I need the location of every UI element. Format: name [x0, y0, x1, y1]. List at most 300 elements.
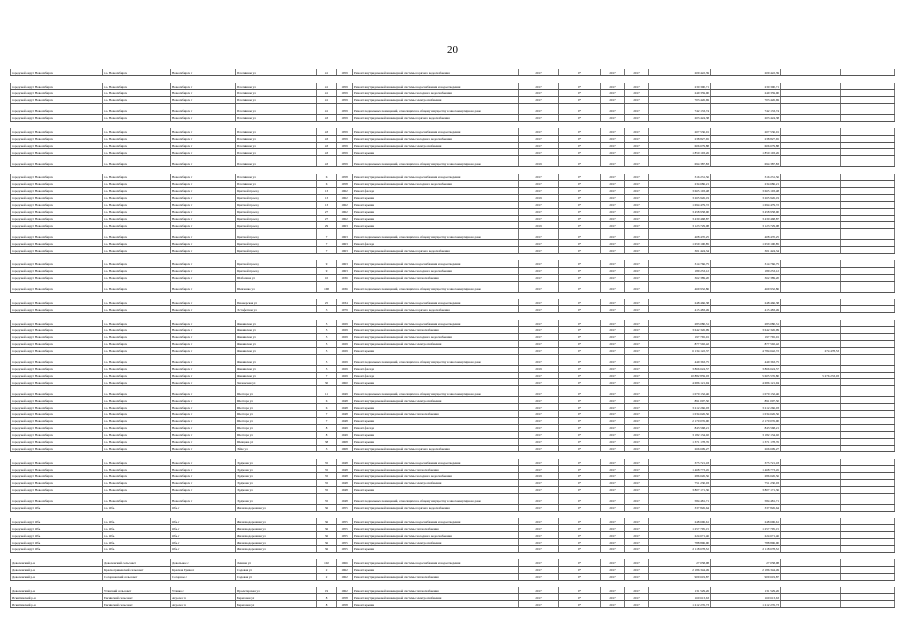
municipal-district-cell: Доволенский р-н: [11, 559, 103, 566]
fund-cost-cell: 2 118 678,32: [711, 546, 781, 553]
municipal-district-cell: городской округ Новосибирск: [11, 320, 103, 327]
table-row: [11, 438, 895, 445]
house-number-cell: 41: [317, 103, 337, 114]
spacer-row: [11, 76, 895, 83]
total-cost-cell: 3 123 729,08: [649, 222, 711, 229]
house-number-cell: 2: [317, 566, 337, 573]
house-number-cell: 25: [317, 299, 337, 306]
total-cost-cell: 286 626,56: [649, 473, 711, 480]
total-cost-cell: 4 686 121,94: [649, 379, 711, 386]
table-row: [11, 566, 895, 573]
start-year-cell: 2017: [601, 532, 625, 539]
street-cell: Плотинная ул: [236, 174, 317, 181]
street-cell: Плотинная ул: [236, 69, 317, 76]
start-year-cell: 2017: [601, 418, 625, 425]
total-cost-cell: 584 481,71: [649, 493, 711, 504]
work-type-cell: Ремонт подвальных помещений, относящихся к общему имуществу в многоквартирном доме: [353, 229, 519, 240]
settlement-cell: г.о. Новосибирск: [103, 281, 171, 292]
mark-cell: 0*: [559, 466, 601, 473]
mark-cell: 0*: [559, 334, 601, 341]
end-year-cell: 2017: [625, 187, 649, 194]
end-year-cell: 2017: [625, 539, 649, 546]
house-number-cell: 7: [317, 247, 337, 254]
fund-cost-cell: 415 483,49: [711, 306, 781, 313]
blank-cell: [841, 573, 895, 580]
locality-cell: Новосибирск г: [171, 97, 236, 104]
spacer-row: [11, 511, 895, 518]
build-year-cell: 1958: [337, 594, 353, 601]
other-cost-cell: [781, 201, 841, 208]
fund-cost-cell: 2 186 344,49: [711, 566, 781, 573]
end-year-cell: 2017: [625, 128, 649, 135]
start-year-cell: 2017: [601, 404, 625, 411]
settlement-cell: Красногривенский сельсовет: [103, 566, 171, 573]
work-type-cell: Ремонт крыши: [353, 208, 519, 215]
build-year-cell: 1929: [337, 372, 353, 379]
other-cost-cell: [781, 97, 841, 104]
table-row: [11, 156, 895, 167]
mark-cell: 0*: [559, 340, 601, 347]
blank-cell: [841, 539, 895, 546]
other-cost-cell: [781, 69, 841, 76]
end-year-cell: 2017: [625, 281, 649, 292]
street-cell: Эрдмана ул: [236, 480, 317, 487]
start-year-cell: 2017: [601, 486, 625, 493]
work-type-cell: Ремонт крыши: [353, 347, 519, 354]
table-row: [11, 260, 895, 267]
table-row: [11, 187, 895, 194]
total-cost-cell: 1 257 795,15: [649, 525, 711, 532]
end-year-cell: 2017: [625, 135, 649, 142]
plan-year-cell: 2017: [519, 142, 559, 149]
other-cost-cell: [781, 365, 841, 372]
settlement-cell: г.о. Новосибирск: [103, 135, 171, 142]
municipal-district-cell: городской округ Новосибирск: [11, 327, 103, 334]
end-year-cell: 2017: [625, 194, 649, 201]
end-year-cell: 2017: [625, 83, 649, 90]
start-year-cell: 2017: [601, 274, 625, 281]
house-number-cell: 35: [317, 493, 337, 504]
street-cell: Плотинная ул: [236, 90, 317, 97]
other-cost-cell: [781, 445, 841, 452]
fund-cost-cell: 286 626,56: [711, 473, 781, 480]
mark-cell: 0*: [559, 594, 601, 601]
work-type-cell: Ремонт внутридомовой инженерной системы горячего водоснабжения: [353, 504, 519, 511]
mark-cell: 0*: [559, 83, 601, 90]
plan-year-cell: 2019: [519, 156, 559, 167]
table-row: [11, 518, 895, 525]
house-number-cell: 41: [317, 83, 337, 90]
settlement-cell: г.о. Новосибирск: [103, 247, 171, 254]
plan-year-cell: 2017: [519, 267, 559, 274]
end-year-cell: 2017: [625, 418, 649, 425]
table-row: [11, 69, 895, 76]
total-cost-cell: 314 766,75: [649, 260, 711, 267]
table-row: [11, 149, 895, 156]
municipal-district-cell: Доволенский р-н: [11, 566, 103, 573]
table-row: [11, 320, 895, 327]
other-cost-cell: [781, 90, 841, 97]
blank-cell: [841, 559, 895, 566]
end-year-cell: 2017: [625, 97, 649, 104]
table-row: [11, 215, 895, 222]
fund-cost-cell: 3 182 134,02: [711, 431, 781, 438]
start-year-cell: 2017: [601, 372, 625, 379]
house-number-cell: 8: [317, 431, 337, 438]
mark-cell: 0*: [559, 181, 601, 188]
locality-cell: Новосибирск г: [171, 334, 236, 341]
total-cost-cell: 3 265 926,19: [649, 194, 711, 201]
total-cost-cell: 751 230,03: [649, 480, 711, 487]
total-cost-cell: 2 186 344,49: [649, 566, 711, 573]
locality-cell: Новосибирск г: [171, 187, 236, 194]
total-cost-cell: 3 182 134,02: [649, 431, 711, 438]
municipal-district-cell: городской округ Обь: [11, 504, 103, 511]
settlement-cell: г.о. Новосибирск: [103, 438, 171, 445]
municipal-district-cell: городской округ Новосибирск: [11, 347, 103, 354]
municipal-district-cell: городской округ Новосибирск: [11, 480, 103, 487]
municipal-district-cell: Доволенский р-н: [11, 573, 103, 580]
mark-cell: 0*: [559, 229, 601, 240]
settlement-cell: г.о. Новосибирск: [103, 215, 171, 222]
table-row: [11, 573, 895, 580]
table-row: [11, 525, 895, 532]
start-year-cell: 2017: [601, 518, 625, 525]
fund-cost-cell: 751 230,03: [711, 480, 781, 487]
end-year-cell: 2017: [625, 320, 649, 327]
municipal-district-cell: городской округ Новосибирск: [11, 365, 103, 372]
total-cost-cell: 27 058,98: [649, 559, 711, 566]
other-cost-cell: [781, 149, 841, 156]
end-year-cell: 2017: [625, 142, 649, 149]
mark-cell: 0*: [559, 174, 601, 181]
municipal-district-cell: городской округ Обь: [11, 532, 103, 539]
locality-cell: Новосибирск г: [171, 208, 236, 215]
end-year-cell: 2017: [625, 354, 649, 365]
work-type-cell: Ремонт внутридомовой инженерной системы электроснабжения: [353, 142, 519, 149]
mark-cell: 0*: [559, 587, 601, 594]
spacer-cell: [11, 76, 895, 83]
fund-cost-cell: 909 619,87: [711, 573, 781, 580]
total-cost-cell: 1 659 100,85: [649, 240, 711, 247]
mark-cell: 0*: [559, 532, 601, 539]
total-cost-cell: 209 422,39: [649, 69, 711, 76]
street-cell: Эстафетная ул: [236, 306, 317, 313]
mark-cell: 0*: [559, 187, 601, 194]
build-year-cell: 1934: [337, 299, 353, 306]
other-cost-cell: [781, 222, 841, 229]
house-number-cell: 19: [317, 587, 337, 594]
house-number-cell: 41: [317, 90, 337, 97]
table-row: [11, 327, 895, 334]
build-year-cell: 1962: [337, 187, 353, 194]
fund-cost-cell: 3 430 468,87: [711, 215, 781, 222]
work-type-cell: Ремонт крыши: [353, 431, 519, 438]
total-cost-cell: 1 070 132,46: [649, 386, 711, 397]
mark-cell: 0*: [559, 518, 601, 525]
blank-cell: [841, 327, 895, 334]
plan-year-cell: 2017: [519, 201, 559, 208]
work-type-cell: Ремонт внутридомовой инженерной системы водоснабжения и водоотведения: [353, 559, 519, 566]
end-year-cell: 2017: [625, 181, 649, 188]
work-type-cell: Ремонт крыши: [353, 201, 519, 208]
work-type-cell: Ремонт внутридомовой инженерной системы теплоснабжения: [353, 466, 519, 473]
street-cell: Береговая ул: [236, 601, 317, 608]
work-type-cell: Ремонт внутридомовой инженерной системы горячего водоснабжения: [353, 69, 519, 76]
settlement-cell: г.о. Новосибирск: [103, 128, 171, 135]
plan-year-cell: 2017: [519, 486, 559, 493]
mark-cell: 0*: [559, 306, 601, 313]
municipal-district-cell: городской округ Новосибирск: [11, 340, 103, 347]
municipal-district-cell: городской округ Новосибирск: [11, 466, 103, 473]
fund-cost-cell: 3 642 326,99: [711, 327, 781, 334]
end-year-cell: 2017: [625, 267, 649, 274]
table-row: [11, 267, 895, 274]
blank-cell: [841, 142, 895, 149]
house-number-cell: 13: [317, 194, 337, 201]
street-cell: Шестера ул: [236, 386, 317, 397]
municipal-district-cell: городской округ Новосибирск: [11, 103, 103, 114]
street-cell: Эрдмана ул: [236, 493, 317, 504]
end-year-cell: 2017: [625, 274, 649, 281]
fund-cost-cell: 3 807 171,36: [711, 486, 781, 493]
fund-cost-cell: 337 826,64: [711, 504, 781, 511]
settlement-cell: г.о. Новосибирск: [103, 149, 171, 156]
other-cost-cell: [781, 431, 841, 438]
fund-cost-cell: 160 613,63: [711, 594, 781, 601]
end-year-cell: 2017: [625, 397, 649, 404]
fund-cost-cell: 248 466,38: [711, 299, 781, 306]
street-cell: Эрдмана ул: [236, 473, 317, 480]
settlement-cell: г.о. Новосибирск: [103, 69, 171, 76]
table-row: [11, 181, 895, 188]
house-number-cell: 36: [317, 546, 337, 553]
work-type-cell: Ремонт внутридомовой инженерной системы холодного водоснабжения: [353, 135, 519, 142]
municipal-district-cell: Искитимский р-н: [11, 594, 103, 601]
house-number-cell: 7: [317, 372, 337, 379]
municipal-district-cell: городской округ Новосибирск: [11, 181, 103, 188]
fund-cost-cell: 4 784 642,72: [711, 347, 781, 354]
spacer-cell: [11, 452, 895, 459]
street-cell: Цветной проезд: [236, 229, 317, 240]
locality-cell: Новосибирск г: [171, 181, 236, 188]
end-year-cell: 2017: [625, 445, 649, 452]
plan-year-cell: 2017: [519, 306, 559, 313]
build-year-cell: 1959: [337, 149, 353, 156]
work-type-cell: Ремонт внутридомовой инженерной системы электроснабжения: [353, 539, 519, 546]
build-year-cell: 1959: [337, 156, 353, 167]
fund-cost-cell: 3 458 958,90: [711, 208, 781, 215]
blank-cell: [841, 90, 895, 97]
fund-cost-cell: 694 387,83: [711, 156, 781, 167]
table-row: [11, 247, 895, 254]
municipal-district-cell: городской округ Обь: [11, 525, 103, 532]
build-year-cell: 1955: [337, 532, 353, 539]
plan-year-cell: 2017: [519, 274, 559, 281]
work-type-cell: Ремонт внутридомовой инженерной системы электроснабжения: [353, 594, 519, 601]
street-cell: Железнодорожная ул: [236, 525, 317, 532]
build-year-cell: 1948: [337, 473, 353, 480]
total-cost-cell: 3 866 624,57: [649, 365, 711, 372]
plan-year-cell: 2017: [519, 518, 559, 525]
total-cost-cell: 197 765,01: [649, 334, 711, 341]
plan-year-cell: 2017: [519, 149, 559, 156]
municipal-district-cell: городской округ Новосибирск: [11, 215, 103, 222]
street-cell: Эрдмана ул: [236, 466, 317, 473]
start-year-cell: 2017: [601, 340, 625, 347]
total-cost-cell: 843 568,21: [649, 424, 711, 431]
fund-cost-cell: 703 426,69: [711, 97, 781, 104]
house-number-cell: 43: [317, 142, 337, 149]
municipal-district-cell: городской округ Новосибирск: [11, 229, 103, 240]
other-cost-cell: [781, 386, 841, 397]
end-year-cell: 2017: [625, 103, 649, 114]
blank-cell: [841, 566, 895, 573]
table-row: [11, 397, 895, 404]
plan-year-cell: 2017: [519, 587, 559, 594]
house-number-cell: 6: [317, 397, 337, 404]
house-number-cell: 41: [317, 69, 337, 76]
start-year-cell: 2017: [601, 194, 625, 201]
build-year-cell: 1936: [337, 281, 353, 292]
blank-cell: [841, 445, 895, 452]
total-cost-cell: 1 212 276,73: [649, 601, 711, 608]
table-row: [11, 208, 895, 215]
work-type-cell: Ремонт внутридомовой инженерной системы холодного водоснабжения: [353, 267, 519, 274]
build-year-cell: 1929: [337, 347, 353, 354]
total-cost-cell: 1 694 479,72: [649, 201, 711, 208]
street-cell: Ямкинская ул: [236, 334, 317, 341]
start-year-cell: 2017: [601, 229, 625, 240]
start-year-cell: 2017: [601, 424, 625, 431]
spacer-cell: [11, 254, 895, 261]
spacer-cell: [11, 553, 895, 560]
spacer-row: [11, 580, 895, 587]
fund-cost-cell: 408 470,25: [711, 229, 781, 240]
mark-cell: 0*: [559, 240, 601, 247]
blank-cell: [841, 240, 895, 247]
municipal-district-cell: Искитимский р-н: [11, 601, 103, 608]
other-cost-cell: [781, 525, 841, 532]
settlement-cell: г.о. Новосибирск: [103, 459, 171, 466]
other-cost-cell: [781, 174, 841, 181]
work-type-cell: Ремонт подвальных помещений, относящихся к общему имуществу в многоквартирном доме: [353, 386, 519, 397]
table-row: [11, 486, 895, 493]
blank-cell: [841, 459, 895, 466]
work-type-cell: Ремонт внутридомовой инженерной системы электроснабжения: [353, 480, 519, 487]
work-type-cell: Ремонт внутридомовой инженерной системы холодного водоснабжения: [353, 90, 519, 97]
mark-cell: 0*: [559, 480, 601, 487]
mark-cell: 0*: [559, 418, 601, 425]
work-type-cell: Ремонт подвальных помещений, относящихся к общему имуществу в многоквартирном доме: [353, 281, 519, 292]
locality-cell: Обь г: [171, 532, 236, 539]
build-year-cell: 1963: [337, 260, 353, 267]
plan-year-cell: 2017: [519, 354, 559, 365]
fund-cost-cell: 3 866 624,57: [711, 365, 781, 372]
house-number-cell: 43: [317, 149, 337, 156]
street-cell: Садовая ул: [236, 566, 317, 573]
build-year-cell: 1948: [337, 418, 353, 425]
street-cell: Цветной проезд: [236, 260, 317, 267]
table-row: [11, 90, 895, 97]
total-cost-cell: 703 426,69: [649, 97, 711, 104]
build-year-cell: 1959: [337, 69, 353, 76]
settlement-cell: г.о. Новосибирск: [103, 306, 171, 313]
house-number-cell: 30: [317, 379, 337, 386]
total-cost-cell: 1 468 773,45: [649, 466, 711, 473]
mark-cell: 0*: [559, 156, 601, 167]
end-year-cell: 2017: [625, 518, 649, 525]
settlement-cell: г.о. Обь: [103, 532, 171, 539]
fund-cost-cell: 266 609,27: [711, 445, 781, 452]
fund-cost-cell: 207 536,01: [711, 128, 781, 135]
mark-cell: 0*: [559, 438, 601, 445]
work-type-cell: Ремонт внутридомовой инженерной системы водоснабжения и водоотведения: [353, 128, 519, 135]
plan-year-cell: 2017: [519, 601, 559, 608]
settlement-cell: г.о. Новосибирск: [103, 229, 171, 240]
table-row: [11, 274, 895, 281]
work-type-cell: Ремонт внутридомовой инженерной системы водоснабжения и водоотведения: [353, 320, 519, 327]
work-type-cell: Ремонт фасада: [353, 365, 519, 372]
mark-cell: 0*: [559, 69, 601, 76]
fund-cost-cell: 314 766,75: [711, 260, 781, 267]
build-year-cell: 1948: [337, 493, 353, 504]
total-cost-cell: 2 170 076,90: [649, 418, 711, 425]
end-year-cell: 2017: [625, 594, 649, 601]
settlement-cell: Евсинский сельсовет: [103, 601, 171, 608]
mark-cell: 0*: [559, 473, 601, 480]
street-cell: Шестера ул: [236, 411, 317, 418]
end-year-cell: 2017: [625, 156, 649, 167]
table-row: [11, 299, 895, 306]
end-year-cell: 2017: [625, 215, 649, 222]
work-type-cell: Ремонт внутридомовой инженерной системы горячего водоснабжения: [353, 306, 519, 313]
locality-cell: Новосибирск г: [171, 114, 236, 121]
street-cell: Ямкинская ул: [236, 327, 317, 334]
blank-cell: [841, 181, 895, 188]
fund-cost-cell: 3 123 729,08: [711, 222, 781, 229]
street-cell: Цветной проезд: [236, 240, 317, 247]
total-cost-cell: 1 371 178,76: [649, 438, 711, 445]
street-cell: Пионерская ул: [236, 299, 317, 306]
start-year-cell: 2017: [601, 566, 625, 573]
other-cost-cell: [781, 559, 841, 566]
mark-cell: 0*: [559, 431, 601, 438]
other-cost-cell: [781, 480, 841, 487]
settlement-cell: г.о. Новосибирск: [103, 267, 171, 274]
table-row: [11, 466, 895, 473]
blank-cell: [841, 518, 895, 525]
other-cost-cell: [781, 142, 841, 149]
work-type-cell: Ремонт внутридомовой инженерной системы водоснабжения и водоотведения: [353, 174, 519, 181]
other-cost-cell: [781, 240, 841, 247]
other-cost-cell: [781, 466, 841, 473]
end-year-cell: 2017: [625, 466, 649, 473]
fund-cost-cell: 2 170 076,90: [711, 418, 781, 425]
mark-cell: 0*: [559, 411, 601, 418]
plan-year-cell: 2017: [519, 187, 559, 194]
total-cost-cell: 230 390,71: [649, 83, 711, 90]
blank-cell: [841, 587, 895, 594]
settlement-cell: г.о. Новосибирск: [103, 181, 171, 188]
street-cell: Шестера ул: [236, 424, 317, 431]
build-year-cell: 1959: [337, 114, 353, 121]
mark-cell: 0*: [559, 128, 601, 135]
start-year-cell: 2017: [601, 201, 625, 208]
end-year-cell: 2017: [625, 334, 649, 341]
fund-cost-cell: 224 671,46: [711, 532, 781, 539]
house-number-cell: 43: [317, 156, 337, 167]
